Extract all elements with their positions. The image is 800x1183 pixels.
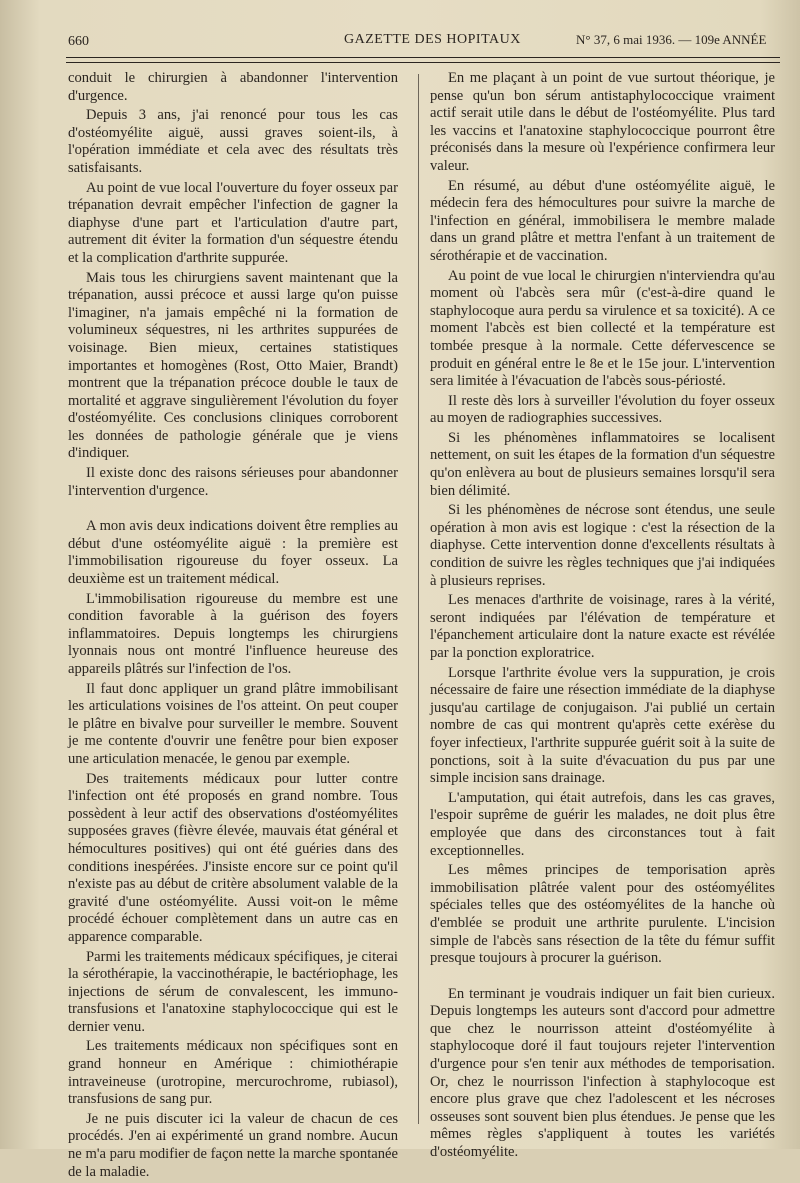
paragraph: En résumé, au début d'une ostéomyélite aiguë, le médecin fera des hémocultures pour suivre la marche de l'infection en général, immobilisera le membre malade dans un grand plâtre et mettra l'enfant à un traitement de sérothérapie et de vaccination.: [430, 177, 775, 264]
paragraph: Les traitements médicaux non spécifiques sont en grand honneur en Amérique : chimiothérapie intraveineuse (urotropine, mercurochrome, rubiasol), transfusions de sang pur.: [68, 1038, 398, 1108]
right-column: [430, 70, 775, 1164]
issue-info: N° 37, 6 mai 1936. — 109e ANNÉE: [576, 32, 767, 47]
paragraph: En terminant je voudrais indiquer un fait bien curieux. Depuis longtemps les auteurs sont d'accord pour admettre que chez le nourrisson atteint d'ostéomyélite à staphylocoque doré il faut toujours rejeter l'intervention d'urgence pour s'en tenir aux méthodes de temporisation. Or, chez le nourrisson l'infection à staphylocoque est encore plus grave que chez l'adolescent et les nécroses osseuses sont souvent bien plus étendues. Je pense que les mêmes règles s'appliquent à toutes les variétés d'ostéomyélite.: [430, 985, 775, 1161]
paragraph: Des traitements médicaux pour lutter contre l'infection ont été proposés en grand nombre. Tous possèdent à leur actif des observations d'ostéomyélites supposées graves (fièvre élevée, mauvais état général et hémocultures positives) qui ont été guéries dans des conditions inespérées. J'insiste encore sur ce point qu'il n'existe pas au début de critère absolument valable de la gravité d'une ostéomyélite. Aussi voit-on le même procédé échouer complètement dans un autre cas en apparence comparable.: [68, 770, 398, 945]
page-header: [68, 30, 780, 52]
paragraph: Au point de vue local le chirurgien n'interviendra qu'au moment où l'abcès sera mûr (c'est-à-dire quand le staphylocoque aura perdu sa virulence et sa toxicité). A ce moment l'abcès est bien collecté et la température est tombée presque à la normale. Cette défervescence se produit en général entre le 8e et le 15e jour. L'intervention sera limitée à l'évacuation de l'abcès sous-périosté.: [430, 267, 775, 390]
paragraph: Je ne puis discuter ici la valeur de chacun de ces procédés. J'en ai expérimenté un grand nombre. Aucun ne m'a paru modifier de façon nette la marche spontanée de la maladie.: [68, 1110, 398, 1180]
paragraph: Si les phénomènes de nécrose sont étendus, une seule opération à mon avis est logique : c'est la résection de la diaphyse. Cette intervention donne d'excellents résultats à condition de suivre les règles techniques que j'ai indiquées à plusieurs reprises.: [430, 502, 775, 589]
left-column: [68, 70, 398, 1183]
paragraph: Mais tous les chirurgiens savent maintenant que la trépanation, aussi précoce et aussi large qu'on puisse l'imaginer, n'a jamais empêché ni la formation de volumineux séquestres, ni les arthrites suppurées de voisinage. Bien mieux, certaines statistiques importantes et homogènes (Rost, Otto Maier, Brandt) montrent que la trépanation précoce double le taux de mortalité et aggrave singulièrement l'évolution du foyer d'ostéomyélite. Ces conclusions cliniques corroborent les données de pathologie générale que je viens d'indiquer.: [68, 269, 398, 462]
paragraph: Lorsque l'arthrite évolue vers la suppuration, je crois nécessaire de faire une résection immédiate de la diaphyse jusqu'au cartilage de conjugaison. J'ai publié un certain nombre de cas qui montrent qu'après cette exérèse du foyer infectieux, l'arthrite suppurée guérit soit à la suite de ponctions, soit à la suite d'évacuation du pus par une simple incision sans drainage.: [430, 664, 775, 787]
header-rule: [66, 57, 780, 63]
journal-title: GAZETTE DES HOPITAUX: [344, 32, 521, 47]
page-number: 660: [68, 34, 89, 49]
paragraph: Les mêmes principes de temporisation après immobilisation plâtrée valent pour des ostéomyélites spéciales telles que des ostéomyélites de la hanche où d'emblée se produit une arthrite purulente. L'incision simple de l'abcès sans résection de la tête du fémur suffit presque toujours à procurer la guérison.: [430, 862, 775, 967]
paragraph: Il existe donc des raisons sérieuses pour abandonner l'intervention d'urgence.: [68, 465, 398, 499]
column-divider: [418, 74, 419, 1124]
paragraph: L'immobilisation rigoureuse du membre est une condition favorable à la guérison des foyers inflammatoires. Depuis longtemps les chirurgiens lyonnais nous ont montré l'influence heureuse des appareils plâtrés sur l'infection de l'os.: [68, 590, 398, 677]
paragraph: Il reste dès lors à surveiller l'évolution du foyer osseux au moyen de radiographies successives.: [430, 392, 775, 427]
paragraph: Les menaces d'arthrite de voisinage, rares à la vérité, seront indiquées par l'élévation de température et l'épanchement articulaire dont la nature exacte est révélée par la ponction exploratrice.: [430, 592, 775, 661]
paragraph: Si les phénomènes inflammatoires se localisent nettement, on suit les étapes de la formation d'un séquestre qu'on enlèvera au bout de plusieurs semaines lorsqu'il sera bien délimité.: [430, 429, 775, 499]
paragraph: Depuis 3 ans, j'ai renoncé pour tous les cas d'ostéomyélite aiguë, aussi graves soient-ils, à l'opération immédiate et cela avec des résultats très satisfaisants.: [68, 107, 398, 176]
paragraph: conduit le chirurgien à abandonner l'intervention d'urgence.: [68, 70, 398, 104]
paragraph: Parmi les traitements médicaux spécifiques, je citerai la sérothérapie, la vaccinothérapie, le bactériophage, les injections de sérum de convalescent, les immuno-transfusions et l'anatoxine staphylococcique qui est le dernier venu.: [68, 948, 398, 1035]
paragraph: Il faut donc appliquer un grand plâtre immobilisant les articulations voisines de l'os atteint. On peut couper le plâtre en bivalve pour surveiller le membre. Souvent je me contente d'ouvrir une fenêtre pour bien exposer une articulation menacée, le genou par exemple.: [68, 680, 398, 767]
paragraph: En me plaçant à un point de vue surtout théorique, je pense qu'un bon sérum antistaphylococcique vraiment actif serait utile dans le début de l'ostéomyélite. Plus tard les vaccins et l'anatoxine staphylococcique pourront être préconisés dans la mesure où l'expérience confirmera leur valeur.: [430, 70, 775, 174]
paragraph: Au point de vue local l'ouverture du foyer osseux par trépanation devrait empêcher l'infection de gagner la diaphyse d'une part et l'articulation d'autre part, autrement dit éviter la formation d'un séquestre étendu et la complication d'arthrite suppurée.: [68, 179, 398, 266]
paragraph: A mon avis deux indications doivent être remplies au début d'une ostéomyélite aiguë : la première est l'immobilisation rigoureuse du foyer osseux. La deuxième est un traitement médical.: [68, 518, 398, 588]
paragraph: L'amputation, qui était autrefois, dans les cas graves, l'espoir suprême de guérir les malades, ne doit plus être employée que dans des circonstances tout à fait exceptionnelles.: [430, 789, 775, 859]
